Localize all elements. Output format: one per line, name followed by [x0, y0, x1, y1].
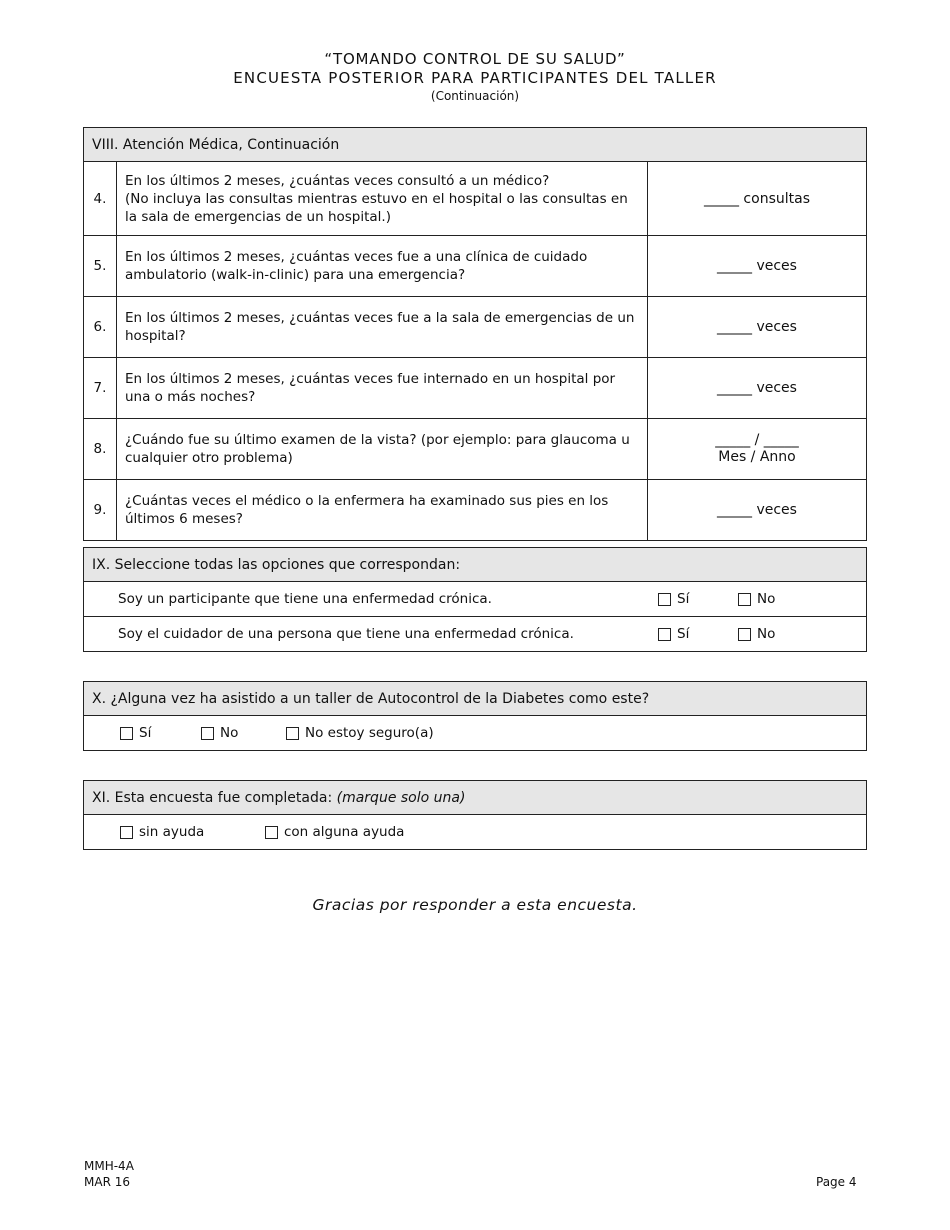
section-8-title: VIII. Atención Médica, Continuación — [84, 128, 867, 162]
form-date: MAR 16 — [84, 1175, 130, 1189]
question-text: ¿Cuándo fue su último examen de la vista? (por ejemplo: para glaucoma u cualquier otro problema) — [117, 419, 648, 480]
section-9-title: IX. Seleccione todas las opciones que correspondan: — [84, 548, 867, 582]
option-line — [84, 591, 866, 607]
yes-checkbox[interactable] — [658, 628, 671, 641]
question-number: 6. — [84, 297, 117, 358]
option-cell — [84, 815, 867, 850]
section-10-title: X. ¿Alguna vez ha asistido a un taller de Autocontrol de la Diabetes como este? — [84, 682, 867, 716]
question-number: 5. — [84, 236, 117, 297]
option-row — [84, 716, 867, 751]
not-sure-label: No estoy seguro(a) — [305, 725, 434, 741]
not-sure-checkbox[interactable] — [286, 727, 299, 740]
option-row — [84, 617, 867, 652]
section-11-title: XI. Esta encuesta fue completada: — [92, 789, 333, 806]
no-checkbox[interactable] — [201, 727, 214, 740]
section-8-header — [84, 128, 867, 162]
page-number: Page 4 — [816, 1175, 857, 1189]
question-note: (No incluya las consultas mientras estuvo en el hospital o las consultas en la sala de emergencias de un hospital.) — [125, 190, 628, 225]
section-9-table — [83, 547, 867, 652]
no-option[interactable] — [201, 725, 286, 741]
answer-field[interactable]: _____ consultas — [648, 162, 867, 236]
option-row — [84, 582, 867, 617]
footer-form-info — [84, 1158, 134, 1190]
question-text: ¿Cuántas veces el médico o la enfermera ha examinado sus pies en los últimos 6 meses? — [117, 480, 648, 541]
not-sure-option[interactable] — [286, 725, 434, 741]
question-number: 9. — [84, 480, 117, 541]
section-11-table — [83, 780, 867, 850]
section-11-header — [84, 781, 867, 815]
no-label: No — [220, 725, 239, 741]
option-text: Soy el cuidador de una persona que tiene una enfermedad crónica. — [118, 626, 574, 642]
answer-field[interactable]: _____ veces — [648, 358, 867, 419]
options-line — [84, 824, 866, 840]
no-checkbox[interactable] — [738, 628, 751, 641]
question-number: 8. — [84, 419, 117, 480]
question-row — [84, 162, 867, 236]
yes-checkbox[interactable] — [120, 727, 133, 740]
yes-option[interactable] — [658, 626, 738, 642]
option-cell — [84, 582, 867, 617]
page-header — [0, 50, 950, 105]
no-option[interactable] — [738, 591, 775, 607]
question-text — [117, 162, 648, 236]
question-row — [84, 480, 867, 541]
section-9-header — [84, 548, 867, 582]
section-10-header — [84, 682, 867, 716]
with-help-label: con alguna ayuda — [284, 824, 405, 840]
section-11-note: (marque solo una) — [336, 789, 466, 806]
answer-field[interactable]: _____ veces — [648, 297, 867, 358]
no-label: No — [757, 626, 776, 642]
no-label: No — [757, 591, 776, 607]
option-line — [84, 626, 866, 642]
answer-field[interactable]: _____ veces — [648, 480, 867, 541]
question-row — [84, 358, 867, 419]
yes-label: Sí — [677, 626, 690, 642]
option-row — [84, 815, 867, 850]
question-row — [84, 236, 867, 297]
without-help-label: sin ayuda — [139, 824, 205, 840]
question-number: 4. — [84, 162, 117, 236]
without-help-checkbox[interactable] — [120, 826, 133, 839]
question-text: En los últimos 2 meses, ¿cuántas veces fue internado en un hospital por una o más noches? — [117, 358, 648, 419]
section-10-table — [83, 681, 867, 751]
section-11-title-cell — [84, 781, 867, 815]
survey-subtitle: ENCUESTA POSTERIOR PARA PARTICIPANTES DEL TALLER — [233, 69, 717, 87]
question-row — [84, 297, 867, 358]
continuation-note: (Continuación) — [430, 89, 520, 103]
date-answer-field[interactable] — [648, 419, 867, 480]
with-help-checkbox[interactable] — [265, 826, 278, 839]
yes-option[interactable] — [658, 591, 738, 607]
option-cell — [84, 716, 867, 751]
no-checkbox[interactable] — [738, 593, 751, 606]
yes-checkbox[interactable] — [658, 593, 671, 606]
question-text: En los últimos 2 meses, ¿cuántas veces fue a una clínica de cuidado ambulatorio (walk-in-clinic) para una emergencia? — [117, 236, 648, 297]
no-option[interactable] — [738, 626, 775, 642]
thank-you-message: Gracias por responder a esta encuesta. — [312, 896, 638, 914]
question-row — [84, 419, 867, 480]
survey-title: “TOMANDO CONTROL DE SU SALUD” — [324, 50, 626, 68]
yes-option[interactable] — [120, 725, 201, 741]
option-cell — [84, 617, 867, 652]
answer-field[interactable]: _____ veces — [648, 236, 867, 297]
with-help-option[interactable] — [265, 824, 404, 840]
section-8-table — [83, 127, 867, 541]
form-id: MMH-4A — [84, 1159, 134, 1173]
question-number: 7. — [84, 358, 117, 419]
question-main: En los últimos 2 meses, ¿cuántas veces consultó a un médico? — [125, 172, 550, 189]
yes-label: Sí — [139, 725, 152, 741]
without-help-option[interactable] — [120, 824, 265, 840]
question-text: En los últimos 2 meses, ¿cuántas veces fue a la sala de emergencias de un hospital? — [117, 297, 648, 358]
yes-label: Sí — [677, 591, 690, 607]
options-line — [84, 725, 866, 741]
date-format-label: Mes / Anno — [718, 449, 796, 465]
option-text: Soy un participante que tiene una enfermedad crónica. — [118, 591, 492, 607]
date-blank: _____ / _____ — [715, 432, 799, 448]
